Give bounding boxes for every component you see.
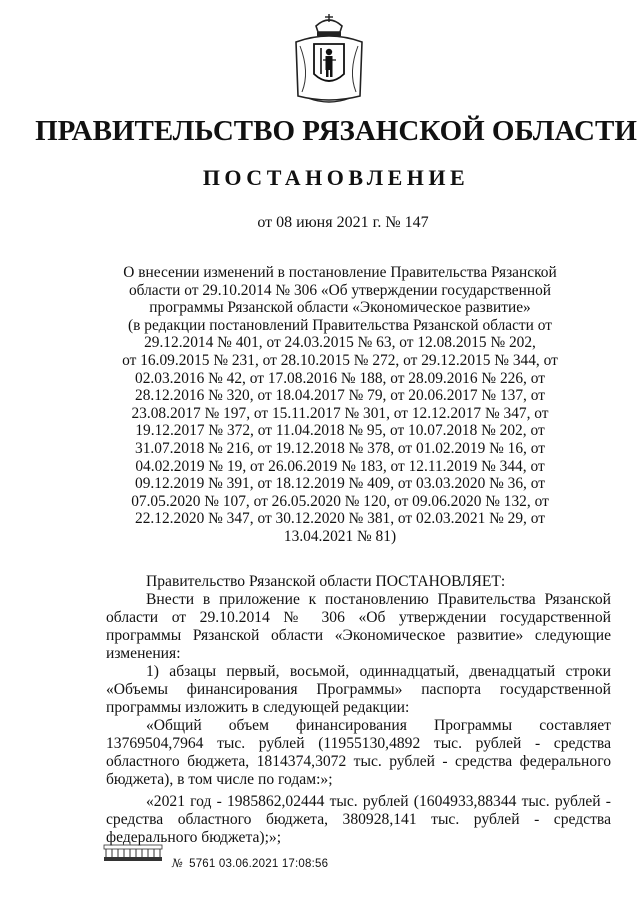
subject-line: 31.07.2018 № 216, от 19.12.2018 № 378, от 01.02.2019 № 16, от bbox=[135, 439, 545, 457]
subject-line: 13.04.2021 № 81) bbox=[283, 527, 397, 545]
organization-title: ПРАВИТЕЛЬСТВО РЯЗАНСКОЙ ОБЛАСТИ bbox=[35, 115, 637, 147]
subject-line: от 16.09.2015 № 231, от 28.10.2015 № 272, от 29.12.2015 № 344, от bbox=[122, 351, 558, 369]
decree-statement: Правительство Рязанской области ПОСТАНОВЛЯЕТ: bbox=[146, 573, 506, 590]
registration-mark: № bbox=[172, 856, 184, 870]
subject-line: О внесении изменений в постановление Правительства Рязанской bbox=[123, 264, 557, 281]
subject-line: программы Рязанской области «Экономическое развитие» bbox=[149, 299, 531, 317]
subject-line: 19.12.2017 № 372, от 11.04.2018 № 95, от 10.07.2018 № 202, от bbox=[135, 422, 545, 440]
subject-line: 29.12.2014 № 401, от 24.03.2015 № 63, от 12.08.2015 № 202, bbox=[144, 334, 536, 352]
subject-line: области от 29.10.2014 № 306 «Об утверждении государственной bbox=[128, 281, 552, 299]
subject-line: (в редакции постановлений Правительства Рязанской области от bbox=[128, 316, 552, 334]
document-body bbox=[106, 573, 611, 847]
document-type: ПОСТАНОВЛЕНИЕ bbox=[202, 165, 470, 190]
subject-line: 22.12.2020 № 347, от 30.12.2020 № 381, от 02.03.2021 № 29, от bbox=[135, 510, 545, 528]
subject-line: 28.12.2016 № 320, от 18.04.2017 № 79, от 20.06.2017 № 137, от bbox=[135, 387, 545, 405]
document-date-number: от 08 июня 2021 г. № 147 bbox=[257, 214, 429, 231]
subject-line: 09.12.2019 № 391, от 18.12.2019 № 409, от 03.03.2020 № 36, от bbox=[135, 475, 545, 493]
paragraph-item-1: 1) абзацы первый, восьмой, одиннадцатый, двенадцатый строки «Объемы финансирования Программы» паспорта государственной программы изложить в следующей редакции: bbox=[106, 663, 611, 716]
paragraph-total-funding: «Общий объем финансирования Программы составляет 13769504,7964 тыс. рублей (11955130,4892 тыс. рублей - средства областного бюджета, 1814374,3072 тыс. рублей - средства федерального бюджета), в том числе по годам:»; bbox=[106, 717, 611, 788]
paragraph-2021-funding: «2021 год - 1985862,02444 тыс. рублей (1604933,88344 тыс. рублей - средства областного бюджета, 380928,141 тыс. рублей - средства федерального бюджета);»; bbox=[106, 793, 611, 846]
document-subject bbox=[120, 264, 560, 546]
registration-code: 5761 03.06.2021 17:08:56 bbox=[189, 858, 329, 870]
registration-stamp bbox=[172, 856, 328, 870]
subject-line: 23.08.2017 № 197, от 15.11.2017 № 301, от 12.12.2017 № 347, от bbox=[131, 404, 549, 422]
coat-of-arms-icon bbox=[290, 12, 368, 106]
subject-line: 07.05.2020 № 107, от 26.05.2020 № 120, от 09.06.2020 № 132, от bbox=[131, 492, 549, 510]
electronic-document-stamp-icon bbox=[103, 843, 163, 863]
subject-line: 04.02.2019 № 19, от 26.06.2019 № 183, от 12.11.2019 № 344, от bbox=[135, 457, 545, 475]
paragraph-intro: Внести в приложение к постановлению Правительства Рязанской области от 29.10.2014 № 306 «Об утверждении государственной программы Рязанской области «Экономическое развитие» следующие изменения: bbox=[106, 591, 611, 662]
subject-line: 02.03.2016 № 42, от 17.08.2016 № 188, от 28.09.2016 № 226, от bbox=[135, 369, 545, 387]
